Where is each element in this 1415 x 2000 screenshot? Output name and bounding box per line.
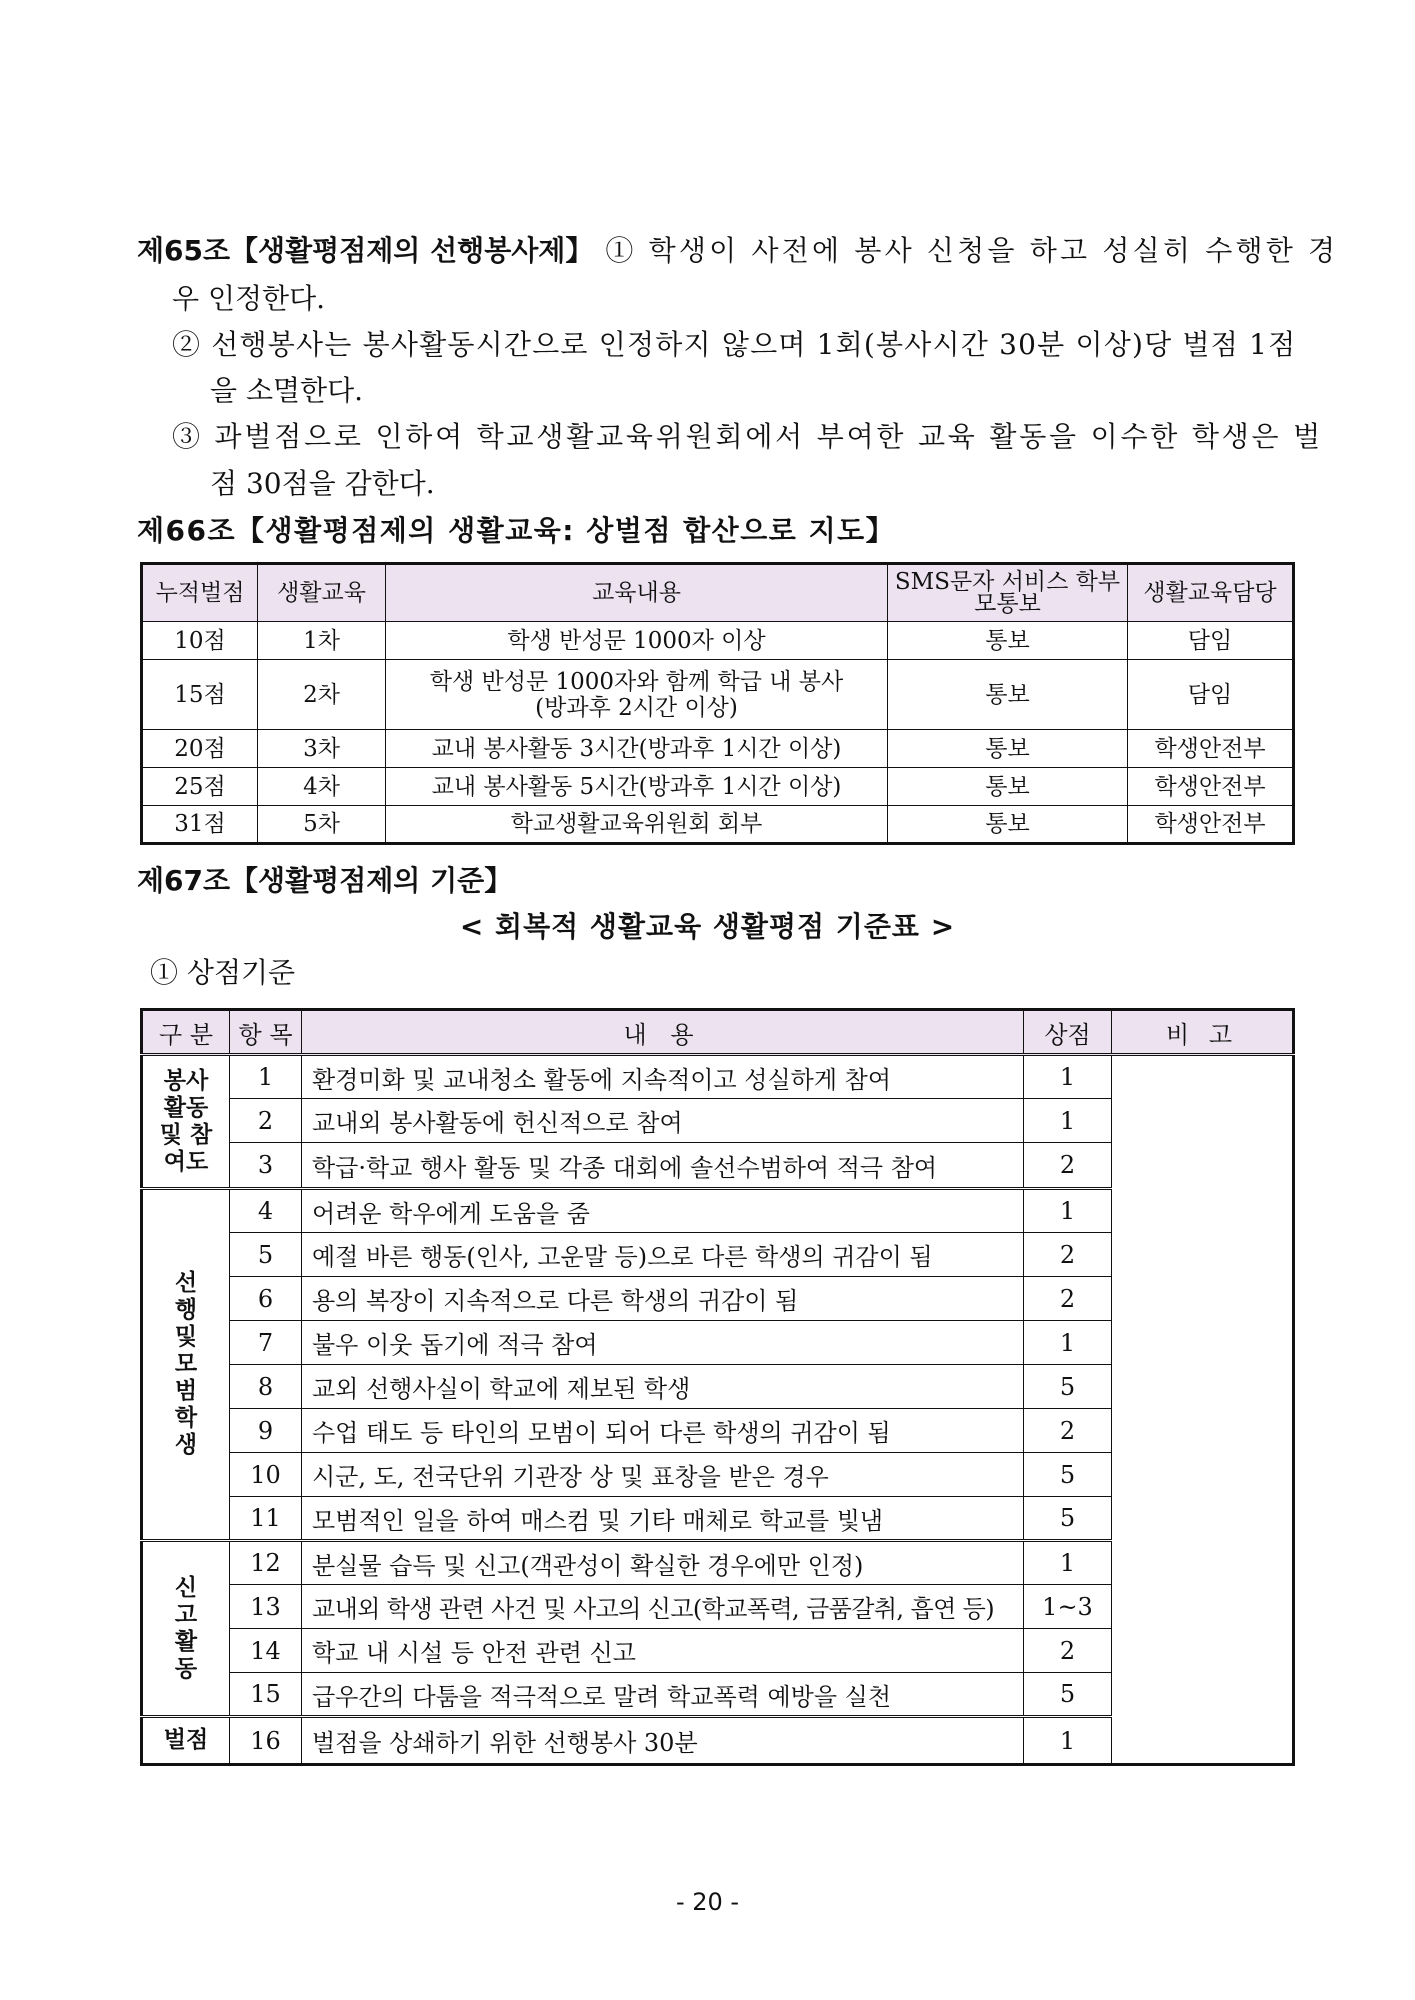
cell: 학생안전부 [1128,768,1294,806]
cell: 10점 [142,622,258,660]
item-number: 10 [230,1453,302,1497]
item-score: 2 [1024,1143,1112,1189]
art65-item3-line1: ③ 과벌점으로 인하여 학교생활교육위원회에서 부여한 교육 활동을 이수한 학생은 벌 [172,420,1323,453]
discipline-education-table [140,562,1295,845]
item-content: 불우 이웃 돕기에 적극 참여 [302,1321,1024,1365]
table-row [142,806,1294,844]
cell: 4차 [258,768,386,806]
table-row [142,660,1294,730]
cell: 20점 [142,730,258,768]
cell: 통보 [888,622,1128,660]
cell: 3차 [258,730,386,768]
item-content: 학교 내 시설 등 안전 관련 신고 [302,1629,1024,1673]
item-score: 1 [1024,1541,1112,1585]
category-good-deeds: 선행 및 모범 학생 [142,1189,230,1541]
item-score: 5 [1024,1497,1112,1541]
item-score: 1 [1024,1189,1112,1233]
category-penalty: 벌점 [142,1717,230,1765]
col-score: 상점 [1024,1010,1112,1055]
item-content: 어려운 학우에게 도움을 줌 [302,1189,1024,1233]
cell: 통보 [888,660,1128,730]
cell: 31점 [142,806,258,844]
col-responsible: 생활교육담당 [1128,564,1294,622]
item-number: 5 [230,1233,302,1277]
item-score: 2 [1024,1629,1112,1673]
cell: 담임 [1128,660,1294,730]
item-score: 1 [1024,1055,1112,1099]
item-content: 벌점을 상쇄하기 위한 선행봉사 30분 [302,1717,1024,1765]
art67-table-title: < 회복적 생활교육 생활평점 기준표 > [459,910,956,943]
table-header-row [142,1010,1294,1055]
col-education-content: 교육내용 [386,564,888,622]
item-number: 15 [230,1673,302,1717]
item-number: 7 [230,1321,302,1365]
item-content: 교내외 학생 관련 사건 및 사고의 신고(학교폭력, 금품갈취, 흡연 등) [302,1585,1024,1629]
cell: 1차 [258,622,386,660]
item-content: 수업 태도 등 타인의 모범이 되어 다른 학생의 귀감이 됨 [302,1409,1024,1453]
table-header-row [142,564,1294,622]
item-content: 모범적인 일을 하여 매스컴 및 기타 매체로 학교를 빛냄 [302,1497,1024,1541]
col-sms-notice: SMS문자 서비스 학부모통보 [888,564,1128,622]
item-number: 2 [230,1099,302,1143]
art65-heading: 제65조【생활평점제의 선행봉사제】 [137,234,594,267]
art66-heading: 제66조【생활평점제의 생활교육: 상벌점 합산으로 지도】 [137,514,896,547]
table-row [142,768,1294,806]
item-score: 5 [1024,1453,1112,1497]
category-reporting: 신고 활동 [142,1541,230,1717]
item-score: 2 [1024,1233,1112,1277]
item-score: 1 [1024,1717,1112,1765]
art65-line1-rest [605,228,1338,274]
art67-heading: 제67조【생활평점제의 기준】 [137,864,513,897]
item-score: 1 [1024,1321,1112,1365]
cell: 통보 [888,730,1128,768]
art65-item2-line1: ② 선행봉사는 봉사활동시간으로 인정하지 않으며 1회(봉사시간 30분 이상)당 벌점 1점 [172,328,1297,361]
cell: 15점 [142,660,258,730]
item-number: 11 [230,1497,302,1541]
item-number: 16 [230,1717,302,1765]
item-score: 5 [1024,1365,1112,1409]
item-content: 학급·학교 행사 활동 및 각종 대회에 솔선수범하여 적극 참여 [302,1143,1024,1189]
item-content: 교외 선행사실이 학교에 제보된 학생 [302,1365,1024,1409]
table-row [142,730,1294,768]
item-content: 용의 복장이 지속적으로 다른 학생의 귀감이 됨 [302,1277,1024,1321]
category-volunteer: 봉사 활동 및 참여도 [142,1055,230,1189]
item-number: 6 [230,1277,302,1321]
item-score: 1 [1024,1099,1112,1143]
page-number: - 20 - [675,1888,740,1916]
art65-item2-line2: 을 소멸한다. [210,374,364,407]
item-number: 12 [230,1541,302,1585]
cell: 학생안전부 [1128,806,1294,844]
cell: 학생 반성문 1000자와 함께 학급 내 봉사 (방과후 2시간 이상) [386,660,888,730]
item-number: 9 [230,1409,302,1453]
cell: 담임 [1128,622,1294,660]
cell: 통보 [888,768,1128,806]
item-number: 8 [230,1365,302,1409]
item-content: 예절 바른 행동(인사, 고운말 등)으로 다른 학생의 귀감이 됨 [302,1233,1024,1277]
col-life-education: 생활교육 [258,564,386,622]
cell: 교내 봉사활동 5시간(방과후 1시간 이상) [386,768,888,806]
col-item: 항 목 [230,1010,302,1055]
item-number: 3 [230,1143,302,1189]
col-remark: 비 고 [1112,1010,1294,1055]
item-number: 4 [230,1189,302,1233]
art65-item3-line2: 점 30점을 감한다. [210,467,435,500]
art67-sub-item: ① 상점기준 [150,956,296,989]
cell: 학교생활교육위원회 회부 [386,806,888,844]
item-content: 교내외 봉사활동에 헌신적으로 참여 [302,1099,1024,1143]
cell: 25점 [142,768,258,806]
table-row [142,622,1294,660]
item-number: 1 [230,1055,302,1099]
item-score: 2 [1024,1277,1112,1321]
item-number: 14 [230,1629,302,1673]
cell: 학생안전부 [1128,730,1294,768]
item-content: 시군, 도, 전국단위 기관장 상 및 표창을 받은 경우 [302,1453,1024,1497]
item-content: 분실물 습득 및 신고(객관성이 확실한 경우에만 인정) [302,1541,1024,1585]
remark-cell [1112,1055,1294,1765]
merit-criteria-table [140,1008,1295,1766]
col-category: 구 분 [142,1010,230,1055]
item-content: 환경미화 및 교내청소 활동에 지속적이고 성실하게 참여 [302,1055,1024,1099]
cell: 2차 [258,660,386,730]
art65-line1 [137,228,1339,274]
item-content: 급우간의 다툼을 적극적으로 말려 학교폭력 예방을 실천 [302,1673,1024,1717]
item-number: 13 [230,1585,302,1629]
item-score: 5 [1024,1673,1112,1717]
item-score: 1~3 [1024,1585,1112,1629]
art65-line2: 우 인정한다. [172,282,326,315]
cell: 통보 [888,806,1128,844]
cell: 교내 봉사활동 3시간(방과후 1시간 이상) [386,730,888,768]
col-accumulated-penalty: 누적벌점 [142,564,258,622]
table-row [142,1055,1294,1099]
cell: 학생 반성문 1000자 이상 [386,622,888,660]
item-score: 2 [1024,1409,1112,1453]
col-content: 내 용 [302,1010,1024,1055]
art65-line1-text: ① 학생이 사전에 봉사 신청을 하고 성실히 수행한 경 [605,234,1339,267]
cell: 5차 [258,806,386,844]
